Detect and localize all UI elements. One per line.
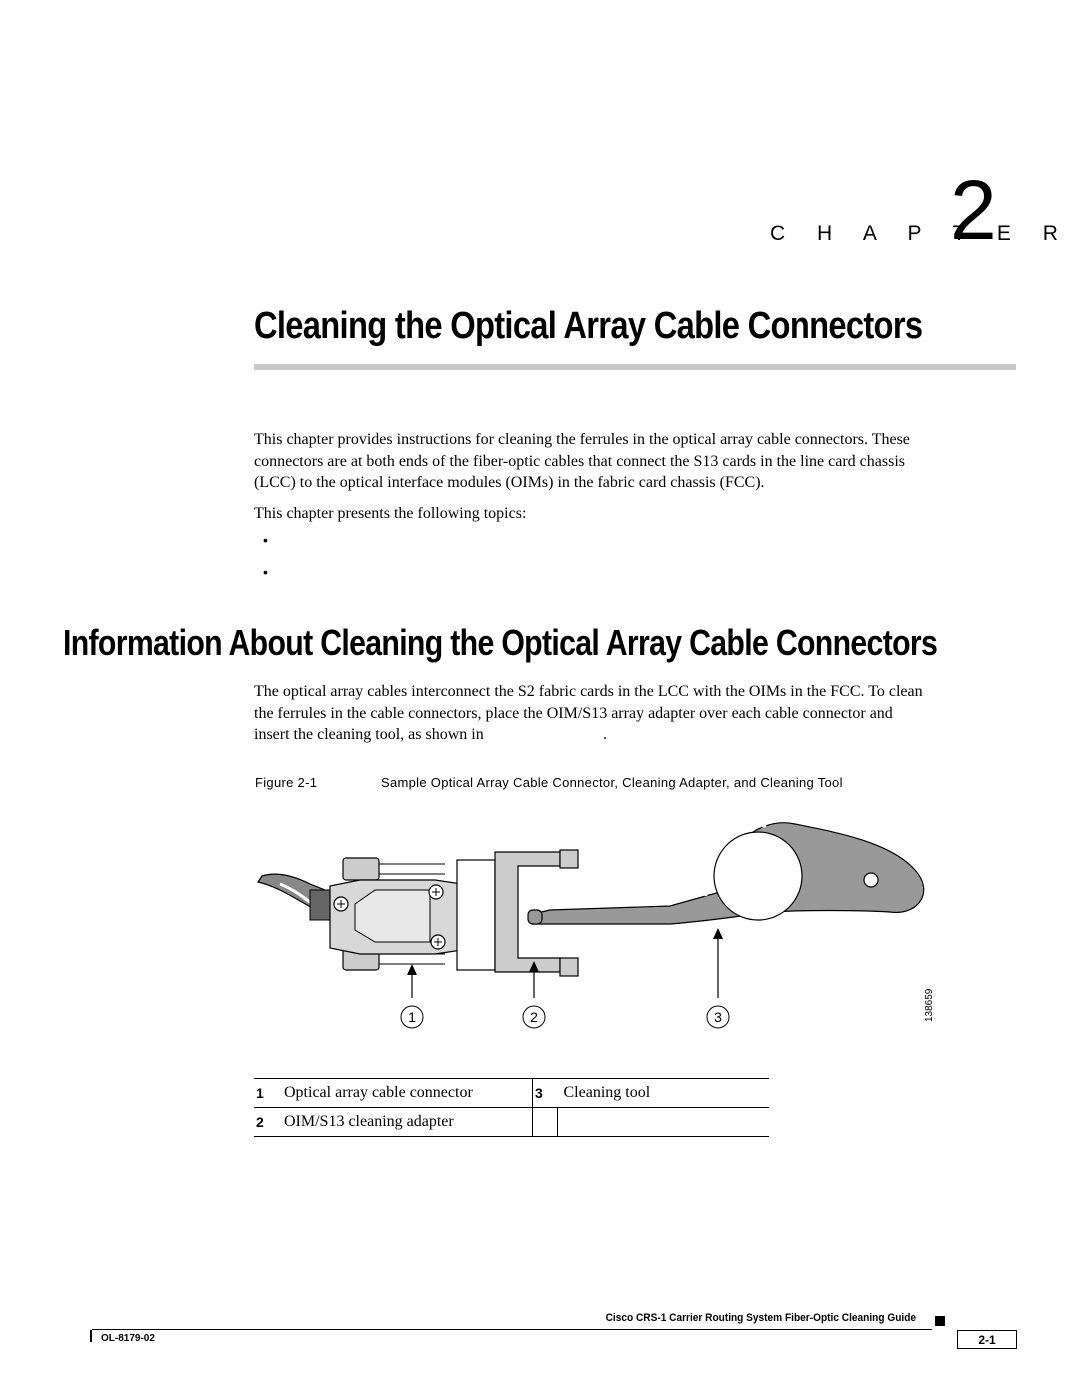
- section-line-1: The optical array cables interconnect the S2 fabric cards in the LCC with the OIMs in the FCC. To clean: [254, 683, 923, 700]
- legend-row: [254, 1079, 769, 1108]
- legend-text: Optical array cable connector: [278, 1079, 533, 1108]
- chapter-number: 2: [950, 163, 997, 257]
- section-title: Information About Cleaning the Optical Array Cable Connectors: [63, 622, 938, 663]
- section-line-2: the ferrules in the cable connectors, place the OIM/S13 array adapter over each cable connector and: [254, 705, 893, 722]
- topic-bullet-1: •: [263, 532, 268, 548]
- legend-num: [533, 1108, 558, 1137]
- legend-num: 1: [254, 1079, 278, 1108]
- cleaning-figure: [250, 812, 950, 1042]
- legend-row: [254, 1108, 769, 1137]
- figure-number: Figure 2-1: [255, 775, 318, 790]
- topics-intro: This chapter presents the following topics:: [254, 505, 527, 522]
- intro-line-1: This chapter provides instructions for cleaning the ferrules in the optical array cable connectors. These: [254, 431, 910, 448]
- section-line-3-end: .: [603, 726, 607, 743]
- art-id: 138659: [924, 988, 935, 1022]
- page-number: 2-1: [957, 1330, 1017, 1349]
- cleaning-tool-illustration: [528, 823, 924, 924]
- footer-guide-title: Cisco CRS-1 Carrier Routing System Fiber-Optic Cleaning Guide: [605, 1312, 916, 1324]
- legend-num: 3: [533, 1079, 558, 1108]
- callout-1: 1: [408, 1009, 416, 1025]
- figure-caption: Sample Optical Array Cable Connector, Cleaning Adapter, and Cleaning Tool: [381, 775, 843, 790]
- topic-bullet-2: •: [263, 564, 268, 580]
- callout-2: 2: [530, 1009, 538, 1025]
- intro-line-3: (LCC) to the optical interface modules (OIMs) in the fabric card chassis (FCC).: [254, 474, 765, 491]
- callout-3: 3: [714, 1009, 722, 1025]
- chapter-title: Cleaning the Optical Array Cable Connectors: [254, 305, 923, 347]
- figure-legend-table: [254, 1078, 769, 1137]
- legend-text: OIM/S13 cleaning adapter: [278, 1108, 533, 1137]
- chapter-label: C H A P T E R: [770, 222, 1071, 245]
- footer-left-marker: [90, 1330, 92, 1342]
- footer-rule: [92, 1329, 932, 1330]
- legend-text: [558, 1108, 770, 1137]
- section-line-3: insert the cleaning tool, as shown in: [254, 726, 484, 743]
- legend-text: Cleaning tool: [558, 1079, 770, 1108]
- cable-connector-illustration: [330, 858, 462, 970]
- footer-marker: [935, 1316, 945, 1326]
- title-rule: [254, 364, 1016, 370]
- legend-num: 2: [254, 1108, 278, 1137]
- cable-illustration: [258, 874, 338, 920]
- intro-line-2: connectors are at both ends of the fiber-optic cables that connect the S13 cards in the line card chassis: [254, 453, 905, 470]
- footer-doc-number: OL-8179-02: [101, 1333, 155, 1344]
